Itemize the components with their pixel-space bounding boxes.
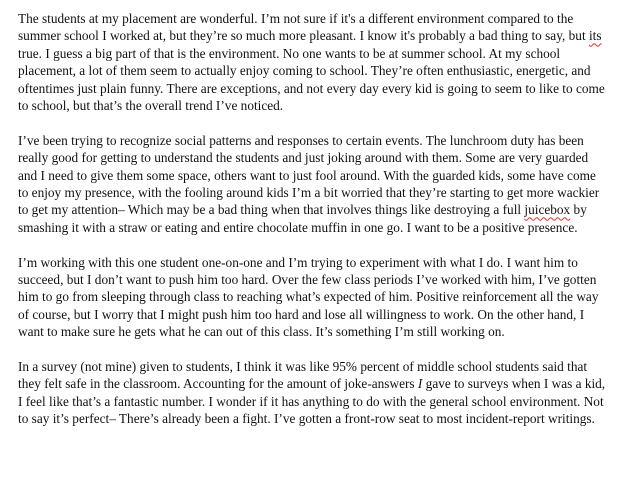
spellcheck-flag-its[interactable]: its xyxy=(588,28,602,44)
paragraph-4-text-a: In a survey (not mine) given to students, I think it was like 95% percent of middle school students said that they felt safe in the classroom. Accounting for the amount of joke-answers xyxy=(18,359,588,392)
paragraph-2-text-a: I’ve been trying to recognize social patterns and responses to certain events. The lunchroom duty has been really good for getting to understand the students and just joking around with them. Some are very guarded and I need to give them some space, others want to just fool around. With the guarded kids, some have come to enjoy my presence, with the fooling around kids I’m a bit worried that they’re starting to get more wackier to get my attention– Which may be a bad thing when that involves things like destroying a full xyxy=(18,132,600,218)
paragraph-3: I’m working with this one student one-on-one and I’m trying to experiment with what I do. I want him to succeed, but I don’t want to push him too hard. Over the few class periods I’ve worked with him, I’ve gotten him to go from sleeping through class to reaching what’s expected of him. Positive reinforcement all the way of course, but I worry that I might push him too hard and lose all willingness to work. On the other hand, I want to make sure he gets what he can out of this class. It’s something I’m still working on. xyxy=(18,254,599,340)
paragraph-1-text-a: The students at my placement are wonderful. I’m not sure if it's a different environment compared to the summer school I worked at, but they’re so much more pleasant. I know it's probably a bad thing to say, but xyxy=(18,11,589,44)
document-body xyxy=(18,10,608,445)
paragraph-4 xyxy=(18,358,608,428)
paragraph-2 xyxy=(18,132,608,236)
paragraph-4-italic-i: I xyxy=(417,376,423,392)
spellcheck-flag-juicebox[interactable]: juicebox xyxy=(524,202,571,218)
paragraph-1-text-b: true. I guess a big part of that is the environment. No one wants to be at summer school. At my school placement, a lot of them seem to actually enjoy coming to school. They’re often enthusiastic, energetic, and oftentimes just plain funny. There are exceptions, and not every day every kid is going to seem to like to come to school, but that’s the overall trend I’ve noticed. xyxy=(18,45,605,114)
paragraph-2-text-b: by smashing it with a straw or eating and entire chocolate muffin in one go. I want to be a positive presence. xyxy=(18,202,587,235)
paragraph-1 xyxy=(18,10,608,114)
paragraph-4-text-b: gave to surveys when I was a kid, I feel like that’s a fantastic number. I wonder if it has anything to do with the general school environment. Not to say it’s perfect– There’s already been a fight. I’ve gotten a front-row seat to most incident-report writings. xyxy=(18,376,606,427)
